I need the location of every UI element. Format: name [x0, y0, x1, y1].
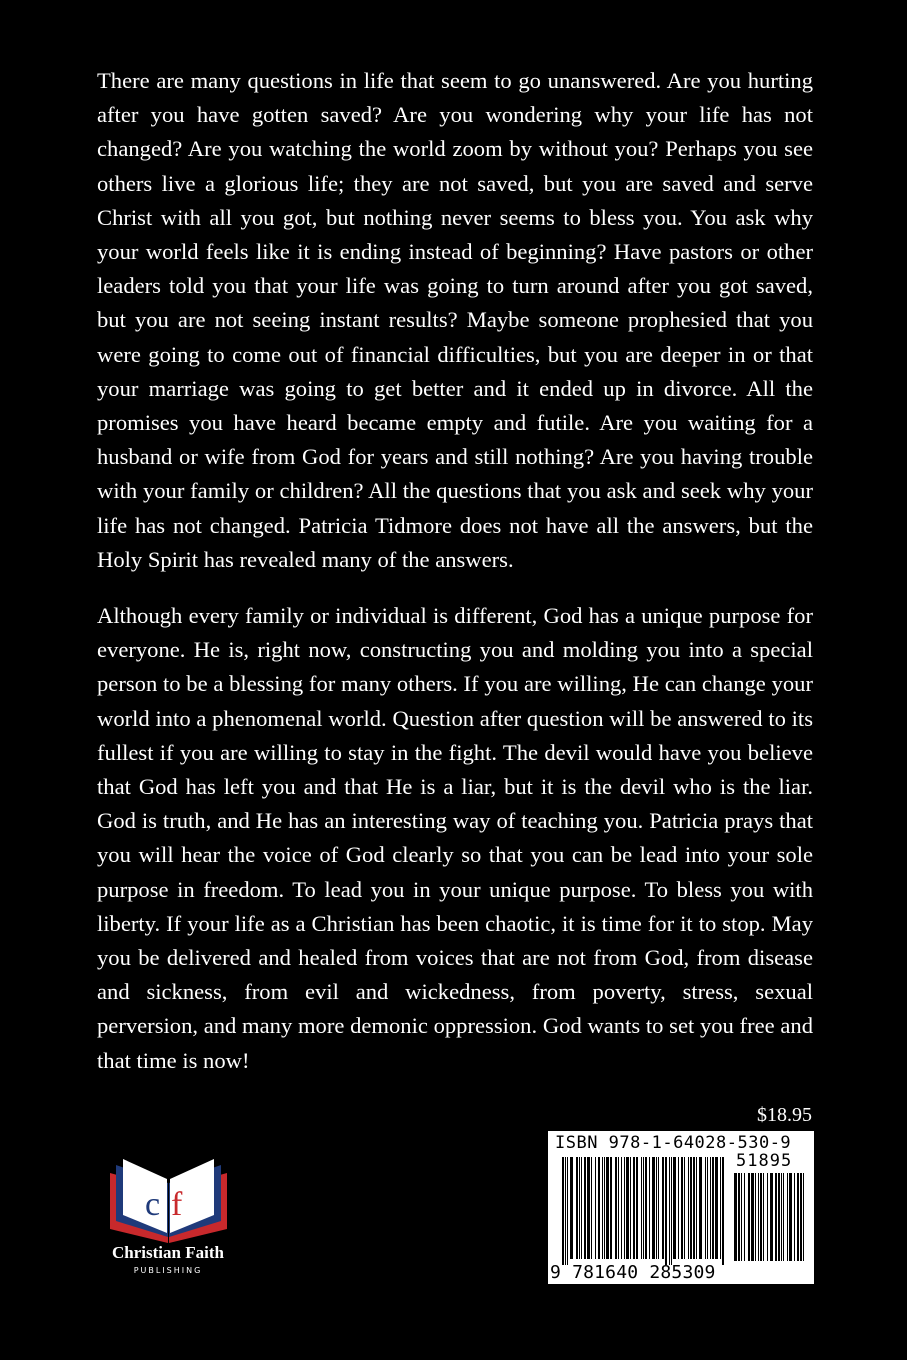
- barcode-bar: [615, 1157, 617, 1259]
- barcode-bar: [734, 1173, 737, 1261]
- barcode-bar: [738, 1173, 740, 1261]
- barcode-bar: [760, 1173, 762, 1261]
- barcode-bar: [598, 1157, 600, 1259]
- barcode-bar: [602, 1157, 603, 1259]
- barcode-bar: [803, 1173, 804, 1261]
- barcode-bar: [763, 1173, 764, 1261]
- barcode-bar: [794, 1173, 795, 1261]
- barcode-bar: [624, 1157, 625, 1259]
- barcode-bar: [705, 1157, 706, 1259]
- price-label: $18.95: [757, 1104, 812, 1126]
- blurb-paragraph-1: There are many questions in life that seem to go unanswered. Are you hurting after you have gotten saved? Are you wondering why your life has not changed? Are you watching the world zoom by without you? Perhaps you see others live a glorious life; they are not saved, but you are saved and serve Christ with all you got, but nothing never seems to bless you. You ask why your world feels like it is ending instead of beginning? Have pastors or other leaders told you that your life was going to turn around after you got saved, but you are not seeing instant results? Maybe someone prophesied that you were going to come out of financial difficulties, but you are deeper in or that your marriage was going to get better and it ended up in divorce. All the promises you have heard became empty and futile. Are you waiting for a husband or wife from God for years and still nothing? Are you having trouble with your family or children? All the questions that you ask and seek why your life has not changed. Patricia Tidmore does not have all the answers, but the Holy Spirit has revealed many of the answers.: [97, 68, 813, 572]
- barcode-bar: [652, 1157, 655, 1259]
- price-addon-digits: 51895: [736, 1151, 793, 1171]
- barcode-bar: [576, 1157, 578, 1259]
- barcode-bar: [641, 1157, 642, 1259]
- logo-letter-f: f: [171, 1186, 183, 1223]
- barcode-bar: [684, 1157, 685, 1259]
- barcode-bar: [649, 1157, 650, 1259]
- barcode-bar: [748, 1173, 750, 1261]
- barcode-bar: [783, 1173, 784, 1261]
- barcode-bar: [669, 1157, 670, 1265]
- barcode-bar: [658, 1157, 659, 1259]
- barcode-bar: [797, 1173, 799, 1261]
- barcode-bar: [778, 1173, 780, 1261]
- barcode-bar: [678, 1157, 679, 1259]
- barcode-bar: [570, 1157, 573, 1259]
- publisher-subtitle: PUBLISHING: [133, 1266, 203, 1275]
- barcode-bar: [633, 1157, 635, 1259]
- barcode-bar: [606, 1157, 609, 1259]
- barcode-bar: [722, 1157, 724, 1265]
- barcode-bar: [720, 1157, 721, 1259]
- barcode-bar: [618, 1157, 619, 1259]
- barcode-bar: [595, 1157, 596, 1259]
- barcode-bar: [562, 1157, 564, 1265]
- barcode-bar: [789, 1173, 792, 1261]
- barcode-bar: [656, 1157, 657, 1259]
- barcode-bar: [591, 1157, 592, 1259]
- barcode-bar: [630, 1157, 631, 1259]
- logo-letter-c: c: [145, 1186, 161, 1223]
- barcode-bar: [712, 1157, 714, 1259]
- barcode-bar: [696, 1157, 697, 1259]
- barcode-bar: [665, 1157, 667, 1265]
- barcode-bar: [604, 1157, 605, 1259]
- barcode-bar: [579, 1157, 580, 1259]
- isbn-label: ISBN 978-1-64028-530-9: [555, 1133, 792, 1153]
- barcode-bar: [775, 1173, 777, 1261]
- barcode-bar: [584, 1157, 586, 1259]
- barcode-bar: [744, 1173, 745, 1261]
- barcode-bar: [662, 1157, 664, 1259]
- blurb-paragraph-2: Although every family or individual is different, God has a unique purpose for everyone. He is, right now, constructing you and molding you into a special person to be a blessing for many others. If you are willing, He can change your world into a phenomenal world. Question after question will be answered to its fullest if you are willing to stay in the fight. The devil would have you believe that God has left you and that He is a liar, but it is the devil who is the liar. God is truth, and He has an interesting way of teaching you. Patricia prays that you will hear the voice of God clearly so that you can be lead into your sole purpose in freedom. To lead you in your unique purpose. To bless you with liberty. If your life as a Christian has been chaotic, it is time for it to stop. May you be delivered and healed from voices that are not from God, from disease and sickness, from evil and wickedness, from poverty, stress, sexual perversion, and many more demonic oppression. God wants to set you free and that time is now!: [97, 603, 813, 1073]
- barcode-bar: [741, 1173, 742, 1261]
- barcode-bar: [758, 1173, 759, 1261]
- barcode-bar: [673, 1157, 676, 1259]
- barcode-bar: [770, 1173, 773, 1261]
- barcode-bar: [787, 1173, 788, 1261]
- ean-digits: 9 781640 285309: [550, 1262, 716, 1283]
- barcode-bar: [751, 1173, 754, 1261]
- barcode-bar: [693, 1157, 695, 1259]
- barcode-bar: [707, 1157, 708, 1259]
- barcode-bar: [626, 1157, 629, 1259]
- barcode-bar: [710, 1157, 711, 1259]
- barcode-bar: [681, 1157, 683, 1259]
- barcode-bar: [688, 1157, 689, 1259]
- barcode-bar: [643, 1157, 644, 1259]
- barcode-bar: [699, 1157, 702, 1259]
- barcode-bar: [645, 1157, 647, 1259]
- barcode-bar: [567, 1157, 568, 1265]
- barcode-bar: [755, 1173, 756, 1261]
- barcode-bar: [800, 1173, 802, 1261]
- barcode-bar: [781, 1173, 782, 1261]
- barcode-bar: [767, 1173, 768, 1261]
- barcode-bar: [587, 1157, 590, 1259]
- isbn-barcode: [548, 1131, 814, 1284]
- barcode-bar: [690, 1157, 692, 1259]
- barcode-bar: [671, 1157, 672, 1265]
- barcode-bar: [621, 1157, 622, 1259]
- barcode-bar: [610, 1157, 612, 1259]
- barcode-bar: [715, 1157, 718, 1259]
- barcode-bar: [581, 1157, 582, 1259]
- barcode-bar: [636, 1157, 638, 1259]
- barcode-bar: [565, 1157, 566, 1265]
- publisher-name: Christian Faith: [112, 1243, 224, 1262]
